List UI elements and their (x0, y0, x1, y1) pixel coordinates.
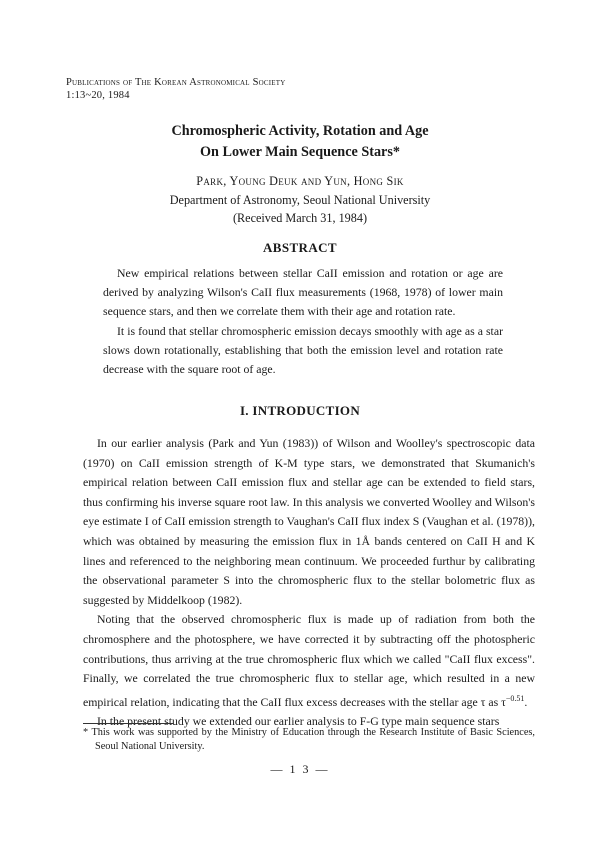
intro-paragraph-2 (83, 610, 535, 712)
author-block (0, 172, 600, 228)
paper-title (0, 121, 600, 163)
journal-volume: 1:13~20, 1984 (66, 90, 130, 101)
page-number: — 1 3 — (270, 762, 330, 776)
abstract-paragraph-2: It is found that stellar chromospheric emission decays smoothly with age as a star slows down rotationally, establishing that both the emission level and rotation rate decrease with the square root of age. (103, 323, 503, 377)
received-date: (Received March 31, 1984) (232, 211, 367, 225)
intro-paragraph-2-end: . (524, 694, 528, 709)
intro-paragraph-2-text: Noting that the observed chromospheric flux is made up of radiation from both the chromosphere and the photosphere, we have corrected it by subtracting off the photospheric contributions, thus arriving at the true chromospheric flux which we called "CaII flux excess". Finally, we correlated the true chromospheric flux to stellar age, which resulted in a new empirical relation, indicating that the CaII flux excess decreases with the stellar age τ as τ (83, 612, 535, 709)
intro-paragraph-3: In the present study we extended our earlier analysis to F-G type main sequence stars (97, 714, 500, 729)
abstract-body (103, 264, 503, 379)
journal-header (66, 76, 286, 102)
footnote-divider (83, 723, 173, 724)
age-exponent: −0.51 (505, 693, 525, 703)
affiliation: Department of Astronomy, Seoul National University (169, 192, 431, 207)
intro-paragraph-1: In our earlier analysis (Park and Yun (1983)) of Wilson and Woolley's spectroscopic data (1970) on CaII emission strength of K-M type stars, we demonstrated that Skumanich's empirical relation between CaII emission flux and stellar age can be extended to field stars, thus confirming his inverse square root law. In this analysis we converted Woolley and Wilson's eye estimate I of CaII emission strength to Vaughan's CaII flux index S (Vaughan et al. (1978)), which was obtained by measuring the emission flux in 1Å bands centered on CaII H and K lines and referenced to the neighboring mean continuum. We proceeded furthur by calibrating the observational parameter S into the chromospheric flux to the stellar bolometric flux as suggested by Middelkoop (1982). (83, 436, 535, 607)
abstract-paragraph-1: New empirical relations between stellar CaII emission and rotation or age are derived by analyzing Wilson's CaII flux measurements (1968, 1978) of lower main sequence stars, and then we correlate them with their age and rotation rate. (103, 266, 503, 319)
introduction-heading: I. INTRODUCTION (239, 403, 361, 418)
title-line-1: Chromospheric Activity, Rotation and Age (171, 123, 429, 139)
author-names: Park, Young Deuk and Yun, Hong Sik (196, 174, 404, 188)
introduction-body (83, 434, 535, 732)
footnote: * This work was supported by the Ministry of Education through the Research Institute of Basic Sciences, Seoul National University. (83, 727, 535, 752)
title-line-2: On Lower Main Sequence Stars* (200, 144, 400, 160)
abstract-heading: ABSTRACT (263, 240, 337, 255)
journal-name: Publications of The Korean Astronomical Society (66, 77, 286, 88)
